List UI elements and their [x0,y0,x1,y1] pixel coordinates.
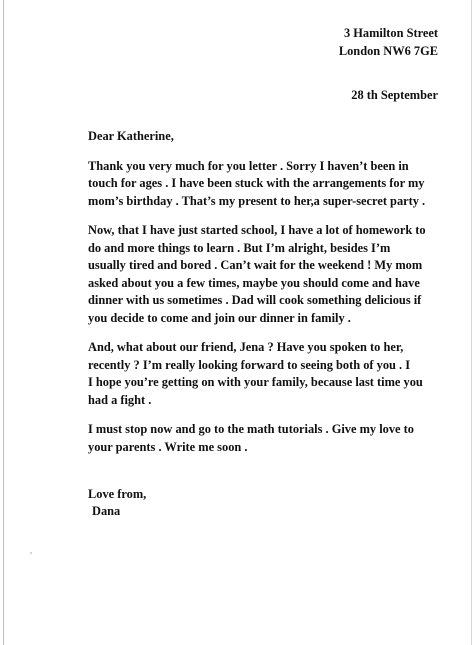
address-city: London NW6 7GE [338,44,438,58]
paragraph-2 [88,221,448,326]
page-edge-right [471,0,472,645]
salutation [88,127,448,145]
paper-speck [30,552,32,554]
paragraph-line: Thank you very much for you letter . Sorry I haven’t been in [88,158,409,173]
salutation-text: Dear Katherine, [88,129,174,143]
paragraph-line: touch for ages . I have been stuck with the arrangements for my [88,176,425,190]
paragraph-4 [88,420,448,455]
paragraph-1 [88,157,448,210]
paragraph-line: do and more things to learn . But I’m alright, besides I’m [88,240,391,255]
paragraph-line: I must stop now and go to the math tutorials . Give my love to [88,422,414,436]
paragraph-line: your parents . Write me soon . [88,439,248,454]
sender-address [339,24,438,60]
paragraph-line: And, what about our friend, Jena ? Have you spoken to her, [88,340,404,354]
paragraph-line: asked about you a few times, maybe you should come and have [88,275,420,290]
paragraph-line: recently ? I’m really looking forward to seeing both of you . I [88,357,411,372]
paragraph-line: I hope you’re getting on with your family, because last time you [88,375,423,389]
paragraph-line: Now, that I have just started school, I have a lot of homework to [88,223,426,237]
page-edge-left [3,0,4,645]
closing-phrase: Love from, [88,487,147,501]
paragraph-line: dinner with us sometimes . Dad will cook something delicious if [88,293,422,307]
address-street: 3 Hamilton Street [343,26,438,40]
paragraph-line: usually tired and bored . Can’t wait for the weekend ! My mom [88,258,423,272]
paragraph-3 [88,338,448,408]
closing [88,485,448,519]
paragraph-line: had a fight . [88,392,152,407]
letter-body [88,127,448,519]
paragraph-line: you decide to come and join our dinner in family . [88,310,351,325]
paragraph-line: mom’s birthday . That’s my present to her,a super-secret party . [88,193,426,208]
letter-date: 28 th September [351,88,438,102]
signature-name: Dana [92,504,121,518]
